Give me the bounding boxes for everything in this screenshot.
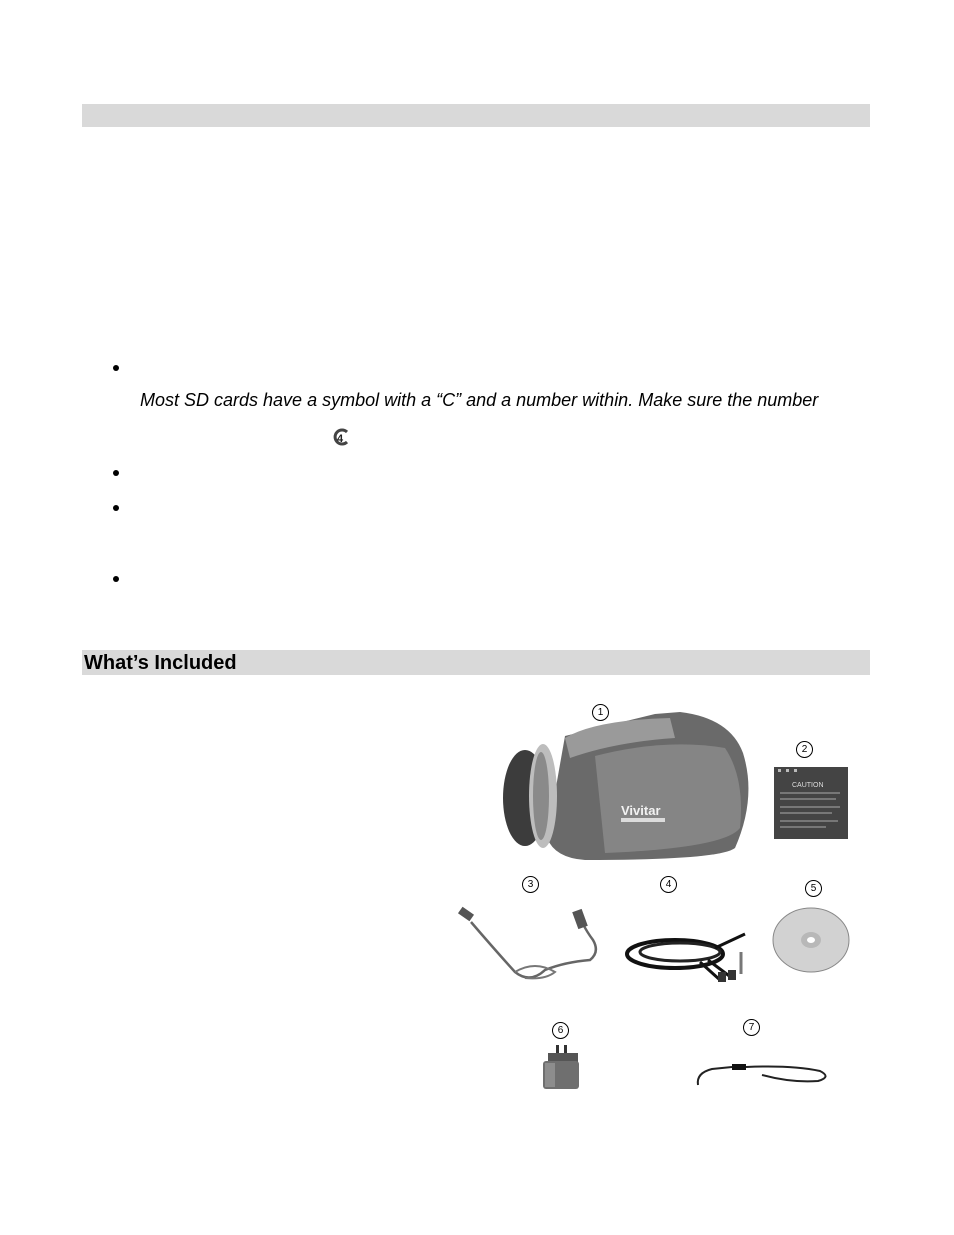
power-adapter-icon bbox=[540, 1045, 582, 1096]
cd-icon bbox=[770, 905, 852, 980]
bullet bbox=[113, 470, 119, 476]
whats-included-header bbox=[82, 650, 870, 675]
sd-class-number: 4 bbox=[337, 433, 344, 445]
sd-class-icon bbox=[332, 428, 352, 451]
bullet bbox=[113, 576, 119, 582]
av-cable-icon bbox=[620, 922, 755, 992]
bullet bbox=[113, 365, 119, 371]
section-header-bar-top bbox=[82, 104, 870, 127]
battery-icon bbox=[770, 765, 854, 850]
sd-card-note: Most SD cards have a symbol with a “C” and a number within. Make sure the number bbox=[140, 390, 819, 410]
battery-caution-label: CAUTION bbox=[792, 782, 824, 789]
usb-cable-icon bbox=[455, 900, 605, 995]
bullet bbox=[113, 505, 119, 511]
item-number-6: 6 bbox=[552, 1022, 569, 1039]
item-number-4: 4 bbox=[660, 876, 677, 893]
item-number-2: 2 bbox=[796, 741, 813, 758]
wrist-strap-icon bbox=[692, 1055, 832, 1098]
item-number-7: 7 bbox=[743, 1019, 760, 1036]
item-number-3: 3 bbox=[522, 876, 539, 893]
section-title: What’s Included bbox=[84, 652, 237, 674]
vivitar-logo: Vivitar bbox=[621, 803, 661, 818]
camcorder-icon bbox=[495, 708, 755, 873]
item-number-1: 1 bbox=[592, 704, 609, 721]
item-number-5: 5 bbox=[805, 880, 822, 897]
